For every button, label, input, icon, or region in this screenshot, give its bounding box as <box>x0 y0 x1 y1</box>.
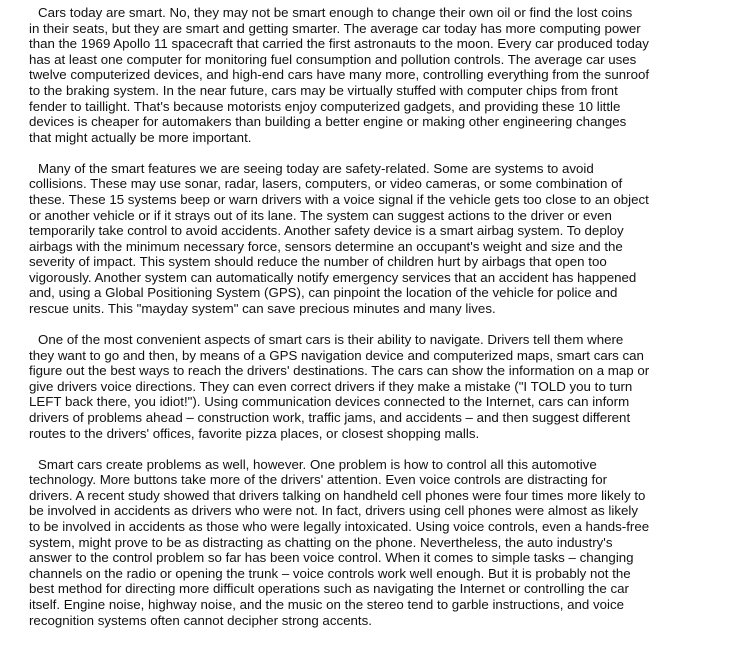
paragraph-intro: Cars today are smart. No, they may not be smart enough to change their own oil or find the lost coins in their seats, but they are smart and getting smarter. The average car today has more computing power than the 1969 Apollo 11 spacecraft that carried the first astronauts to the moon. Every car produced today has at least one computer for monitoring fuel consumption and pollution controls. The average car uses twelve computerized devices, and high-end cars have many more, controlling everything from the sunroof to the braking system. In the near future, cars may be virtually stuffed with computer chips from front fender to taillight. That's because motorists enjoy computerized gadgets, and providing these 10 little devices is cheaper for automakers than building a better engine or making other engineering changes that might actually be more important. <box>29 5 650 145</box>
document-page <box>29 5 699 644</box>
paragraph-problems: Smart cars create problems as well, however. One problem is how to control all this automotive technology. More buttons take more of the drivers' attention. Even voice controls are distracting for drivers. A recent study showed that drivers talking on handheld cell phones were four times more likely to be involved in accidents as drivers who were not. In fact, drivers using cell phones were almost as likely to be involved in accidents as those who were legally intoxicated. Using voice controls, even a hands-free system, might prove to be as distracting as chatting on the phone. Nevertheless, the auto industry's answer to the control problem so far has been voice control. When it comes to simple tasks – changing channels on the radio or opening the trunk – voice controls work well enough. But it is probably not the best method for directing more difficult operations such as navigating the Internet or controlling the car itself. Engine noise, highway noise, and the music on the stereo tend to garble instructions, and voice recognition systems often cannot decipher strong accents. <box>29 456 650 628</box>
paragraph-safety: Many of the smart features we are seeing today are safety-related. Some are systems to avoid collisions. These may use sonar, radar, lasers, computers, or video cameras, or some combination of these. These 15 systems beep or warn drivers with a voice signal if the vehicle gets too close to an object or another vehicle or if it strays out of its lane. The system can suggest actions to the driver or even temporarily take control to avoid accidents. Another safety device is a smart airbag system. To deploy airbags with the minimum necessary force, sensors determine an occupant's weight and size and the severity of impact. This system should reduce the number of children hurt by airbags that open too vigorously. Another system can automatically notify emergency services that an accident has happened and, using a Global Positioning System (GPS), can pinpoint the location of the vehicle for police and rescue units. This "mayday system" can save precious minutes and many lives. <box>29 160 649 317</box>
paragraph-navigation: One of the most convenient aspects of smart cars is their ability to navigate. Drivers tell them where they want to go and then, by means of a GPS navigation device and computerized maps, smart cars can figure out the best ways to reach the drivers' destinations. The cars can show the information on a map or give drivers voice directions. They can even correct drivers if they make a mistake ("I TOLD you to turn LEFT back there, you idiot!"). Using communication devices connected to the Internet, cars can inform drivers of problems ahead – construction work, traffic jams, and accidents – and then suggest different routes to the drivers' offices, favorite pizza places, or closest shopping malls. <box>29 332 650 441</box>
